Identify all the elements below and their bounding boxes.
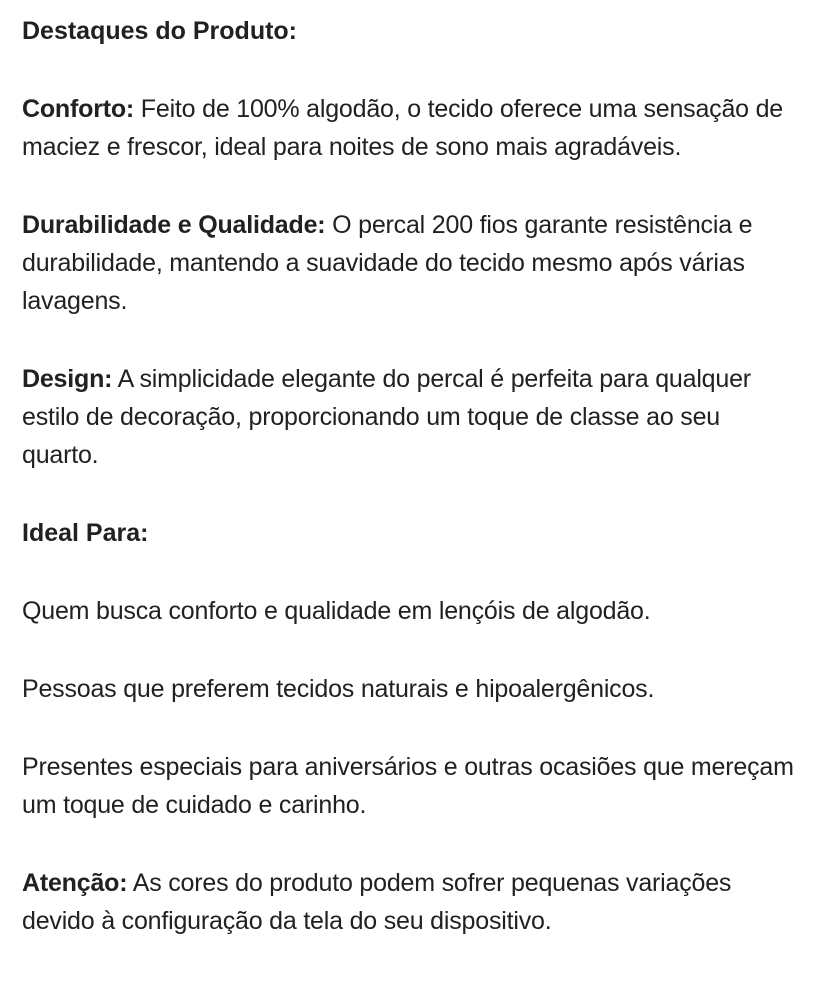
highlight-text: Feito de 100% algodão, o tecido oferece uma sensação de maciez e frescor, ideal para noites de sono mais agradáveis.: [22, 95, 784, 161]
attention-text: As cores do produto podem sofrer pequenas variações devido à configuração da tela do seu dispositivo.: [22, 869, 732, 935]
ideal-for-title: Ideal Para:: [22, 519, 149, 547]
attention-note: [22, 864, 794, 940]
ideal-for-item: Pessoas que preferem tecidos naturais e hipoalergênicos.: [22, 675, 655, 703]
highlight-durability: [22, 206, 794, 320]
highlight-label: Conforto:: [22, 95, 135, 123]
highlight-text: A simplicidade elegante do percal é perfeita para qualquer estilo de decoração, proporcionando um toque de classe ao seu quarto.: [22, 365, 751, 469]
highlight-label: Design:: [22, 365, 113, 393]
ideal-for-item: Quem busca conforto e qualidade em lençóis de algodão.: [22, 597, 651, 625]
highlight-design: [22, 360, 794, 474]
highlight-label: Durabilidade e Qualidade:: [22, 211, 326, 239]
highlights-title: Destaques do Produto:: [22, 17, 298, 45]
attention-label: Atenção:: [22, 869, 128, 897]
highlight-text: O percal 200 fios garante resistência e durabilidade, mantendo a suavidade do tecido mesmo após várias lavagens.: [22, 211, 753, 315]
highlight-comfort: [22, 90, 794, 166]
ideal-for-item: Presentes especiais para aniversários e outras ocasiões que mereçam um toque de cuidado e carinho.: [22, 753, 794, 819]
